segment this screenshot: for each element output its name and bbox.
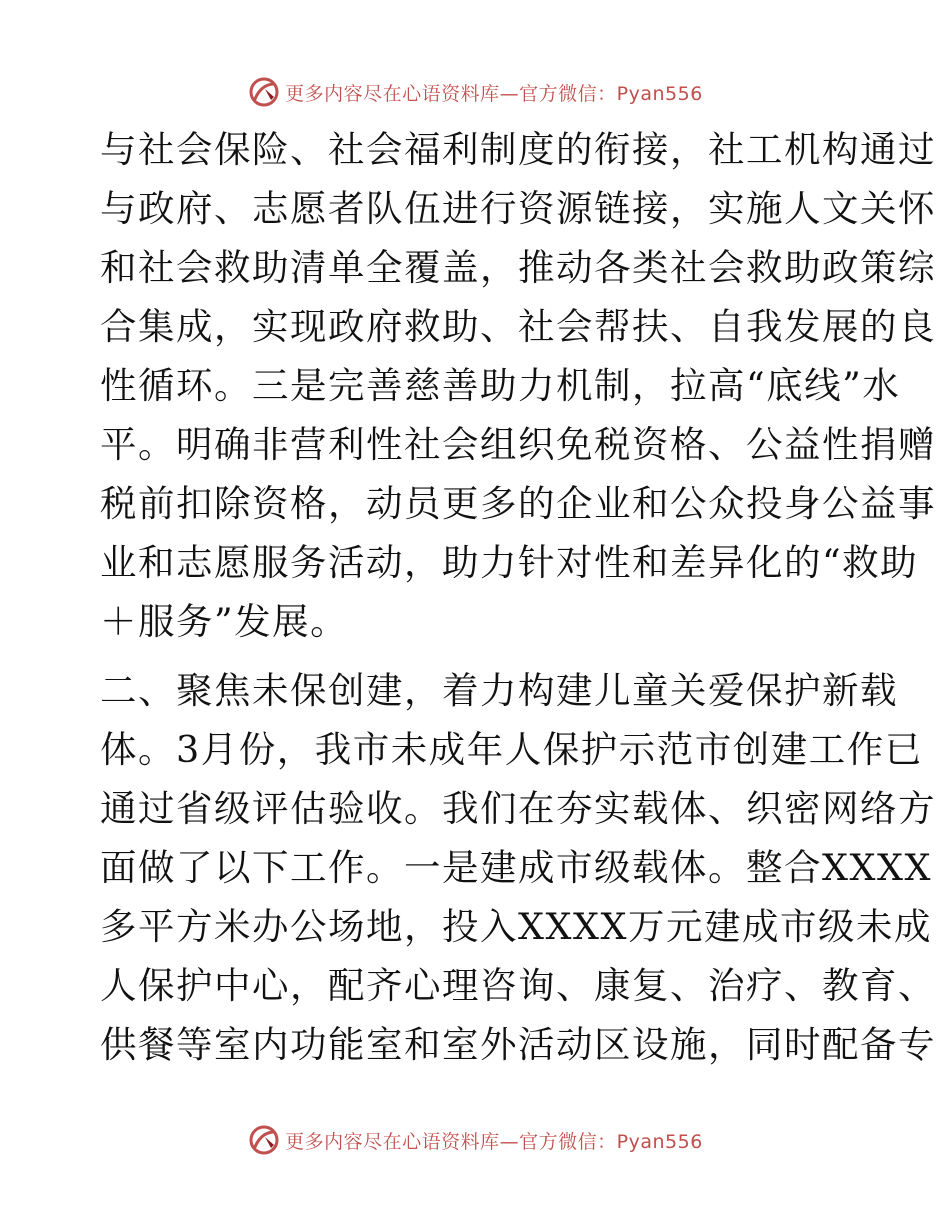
text-line: 供餐等室内功能室和室外活动区设施，同时配备专: [100, 1023, 936, 1066]
document-body: [100, 120, 936, 1074]
text-line: ＋服务”发展。: [100, 600, 349, 643]
text-line: 与社会保险、社会福利制度的衔接，社工机构通过: [100, 128, 936, 171]
text-line: 面做了以下工作。一是建成市级载体。整合XXXX: [100, 846, 932, 889]
section-heading-line: 二、聚焦未保创建，着力构建儿童关爱保护新载: [100, 669, 898, 712]
text-line: 与政府、志愿者队伍进行资源链接，实施人文关怀: [100, 187, 936, 230]
paragraph-2: [100, 661, 936, 1074]
text-line: 人保护中心，配齐心理咨询、康复、治疗、教育、: [100, 964, 936, 1007]
text-line: 和社会救助清单全覆盖，推动各类社会救助政策综: [100, 246, 936, 289]
text-line: 多平方米办公场地，投入XXXX万元建成市级未成: [100, 905, 932, 948]
text-line: 性循环。三是完善慈善助力机制，拉高“底线”水: [100, 364, 901, 407]
footer-banner: [0, 1120, 950, 1160]
text-line: 税前扣除资格，动员更多的企业和公众投身公益事: [100, 482, 936, 525]
text-line: 合集成，实现政府救助、社会帮扶、自我发展的良: [100, 305, 936, 348]
text-line: 通过省级评估验收。我们在夯实载体、织密网络方: [100, 787, 936, 830]
text-line: 业和志愿服务活动，助力针对性和差异化的“救助: [100, 541, 919, 584]
pen-swirl-icon: [247, 1123, 281, 1157]
pen-swirl-icon: [247, 75, 281, 109]
text-line: 平。明确非营利性社会组织免税资格、公益性捐赠: [100, 423, 936, 466]
header-banner: [0, 72, 950, 112]
header-banner-text: 更多内容尽在心语资料库—官方微信：Pyan556: [285, 82, 703, 105]
text-line: 体。3月份，我市未成年人保护示范市创建工作已: [100, 728, 923, 771]
footer-banner-text: 更多内容尽在心语资料库—官方微信：Pyan556: [285, 1130, 703, 1153]
paragraph-1: [100, 120, 936, 651]
